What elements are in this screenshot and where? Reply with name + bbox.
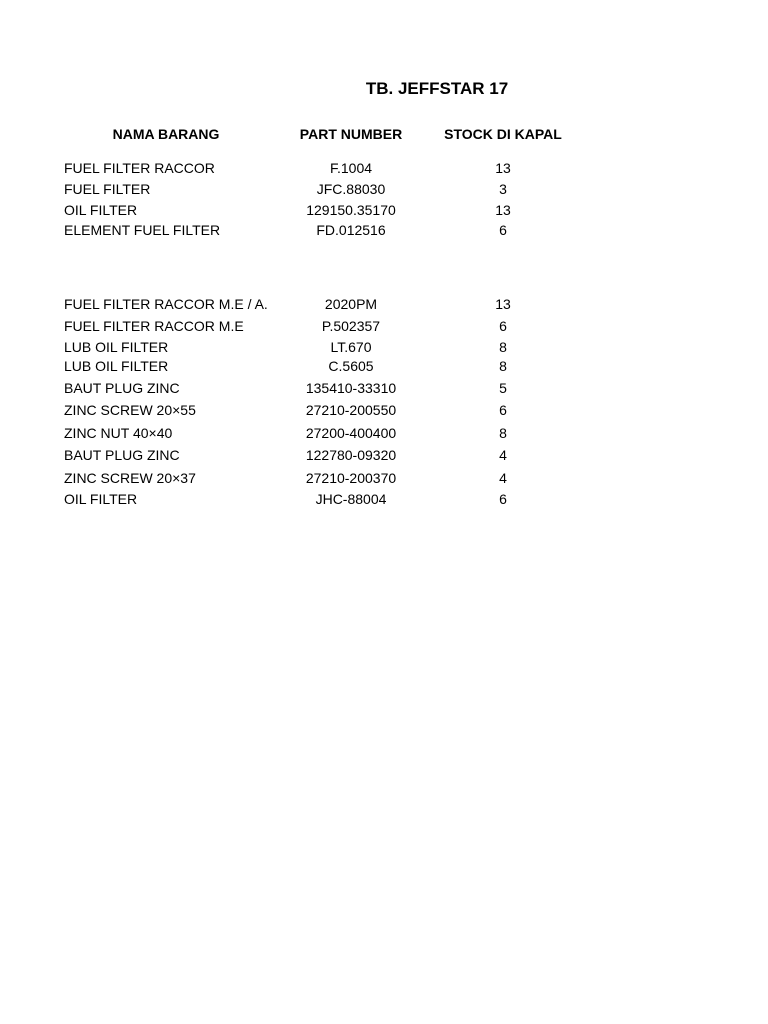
part-number: 122780-09320 [305, 447, 397, 463]
part-number: 129150.35170 [306, 202, 396, 218]
table-row [0, 358, 768, 376]
item-name: FUEL FILTER RACCOR M.E [64, 318, 244, 334]
table-row [0, 296, 768, 314]
stock-count: 6 [499, 402, 507, 418]
part-number: 27200-400400 [305, 425, 397, 441]
page-title: TB. JEFFSTAR 17 [365, 79, 509, 98]
stock-count: 13 [495, 160, 511, 176]
item-name: OIL FILTER [64, 202, 138, 218]
part-number: LT.670 [330, 339, 372, 355]
stock-count: 6 [499, 222, 507, 238]
table-row [0, 339, 768, 357]
table-row [0, 202, 768, 220]
column-header-nama-barang: NAMA BARANG [112, 126, 220, 142]
table-row [0, 470, 768, 488]
table-row [0, 222, 768, 240]
table-row [0, 491, 768, 509]
item-name: BAUT PLUG ZINC [64, 447, 180, 463]
item-name: BAUT PLUG ZINC [64, 380, 180, 396]
part-number: F.1004 [329, 160, 373, 176]
stock-count: 4 [499, 447, 507, 463]
stock-count: 4 [499, 470, 507, 486]
table-row [0, 425, 768, 443]
stock-count: 8 [499, 339, 507, 355]
item-name: ZINC SCREW 20×55 [64, 402, 196, 418]
item-name: FUEL FILTER RACCOR M.E / A. [64, 296, 268, 312]
table-row [0, 160, 768, 178]
column-header-stock-di-kapal: STOCK DI KAPAL [444, 126, 562, 142]
part-number: JFC.88030 [316, 181, 386, 197]
stock-count: 8 [499, 358, 507, 374]
item-name: ZINC SCREW 20×37 [64, 470, 196, 486]
part-number: FD.012516 [316, 222, 386, 238]
item-name: OIL FILTER [64, 491, 138, 507]
table-row [0, 380, 768, 398]
column-header-part-number: PART NUMBER [299, 126, 403, 142]
table-row [0, 447, 768, 465]
item-name: ELEMENT FUEL FILTER [64, 222, 221, 238]
table-row [0, 402, 768, 420]
part-number: C.5605 [328, 358, 374, 374]
item-name: FUEL FILTER RACCOR [64, 160, 215, 176]
part-number: JHC-88004 [315, 491, 387, 507]
stock-count: 3 [499, 181, 507, 197]
part-number: 2020PM [324, 296, 378, 312]
item-name: LUB OIL FILTER [64, 358, 169, 374]
stock-count: 6 [499, 318, 507, 334]
stock-count: 8 [499, 425, 507, 441]
stock-count: 5 [499, 380, 507, 396]
part-number: 27210-200370 [305, 470, 397, 486]
item-name: FUEL FILTER [64, 181, 151, 197]
table-row [0, 181, 768, 199]
part-number: 135410-33310 [305, 380, 397, 396]
stock-count: 13 [495, 202, 511, 218]
part-number: 27210-200550 [305, 402, 397, 418]
item-name: ZINC NUT 40×40 [64, 425, 173, 441]
table-row [0, 318, 768, 336]
part-number: P.502357 [321, 318, 381, 334]
stock-count: 13 [495, 296, 511, 312]
stock-count: 6 [499, 491, 507, 507]
item-name: LUB OIL FILTER [64, 339, 169, 355]
